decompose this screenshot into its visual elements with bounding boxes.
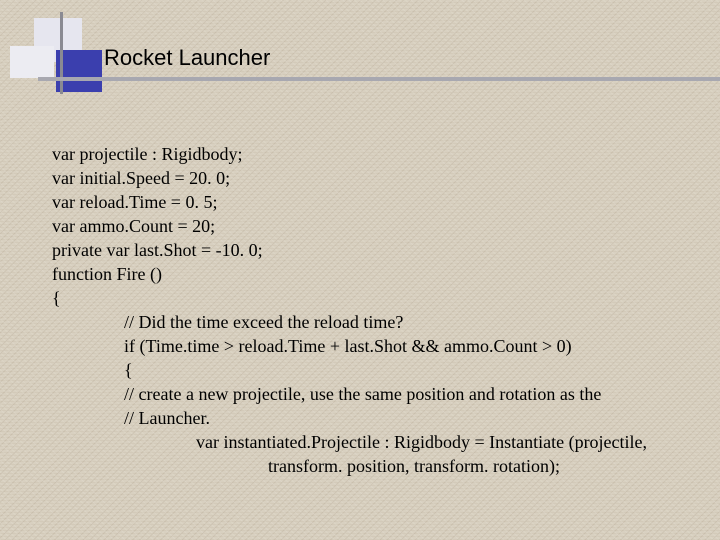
title-underline bbox=[38, 77, 720, 81]
code-line: private var last.Shot = -10. 0; bbox=[52, 240, 263, 260]
code-line: var reload.Time = 0. 5; bbox=[52, 192, 218, 212]
code-line: if (Time.time > reload.Time + last.Shot && ammo.Count > 0) bbox=[124, 336, 572, 356]
code-line: // Did the time exceed the reload time? bbox=[124, 312, 404, 332]
code-line: var ammo.Count = 20; bbox=[52, 216, 216, 236]
code-line: var instantiated.Projectile : Rigidbody = Instantiate (projectile, bbox=[196, 432, 648, 452]
logo-vertical-line bbox=[60, 12, 63, 94]
slide-title: Rocket Launcher bbox=[104, 45, 271, 70]
code-line: function Fire () bbox=[52, 264, 162, 284]
code-block bbox=[52, 142, 712, 478]
code-line: { bbox=[52, 288, 61, 308]
code-line: transform. position, transform. rotation); bbox=[268, 456, 560, 476]
logo-square-light-left bbox=[10, 46, 54, 78]
code-line: var initial.Speed = 20. 0; bbox=[52, 168, 231, 188]
code-line: var projectile : Rigidbody; bbox=[52, 144, 243, 164]
code-line: { bbox=[124, 360, 133, 380]
code-line: // create a new projectile, use the same position and rotation as the bbox=[124, 384, 602, 404]
code-line: // Launcher. bbox=[124, 408, 210, 428]
